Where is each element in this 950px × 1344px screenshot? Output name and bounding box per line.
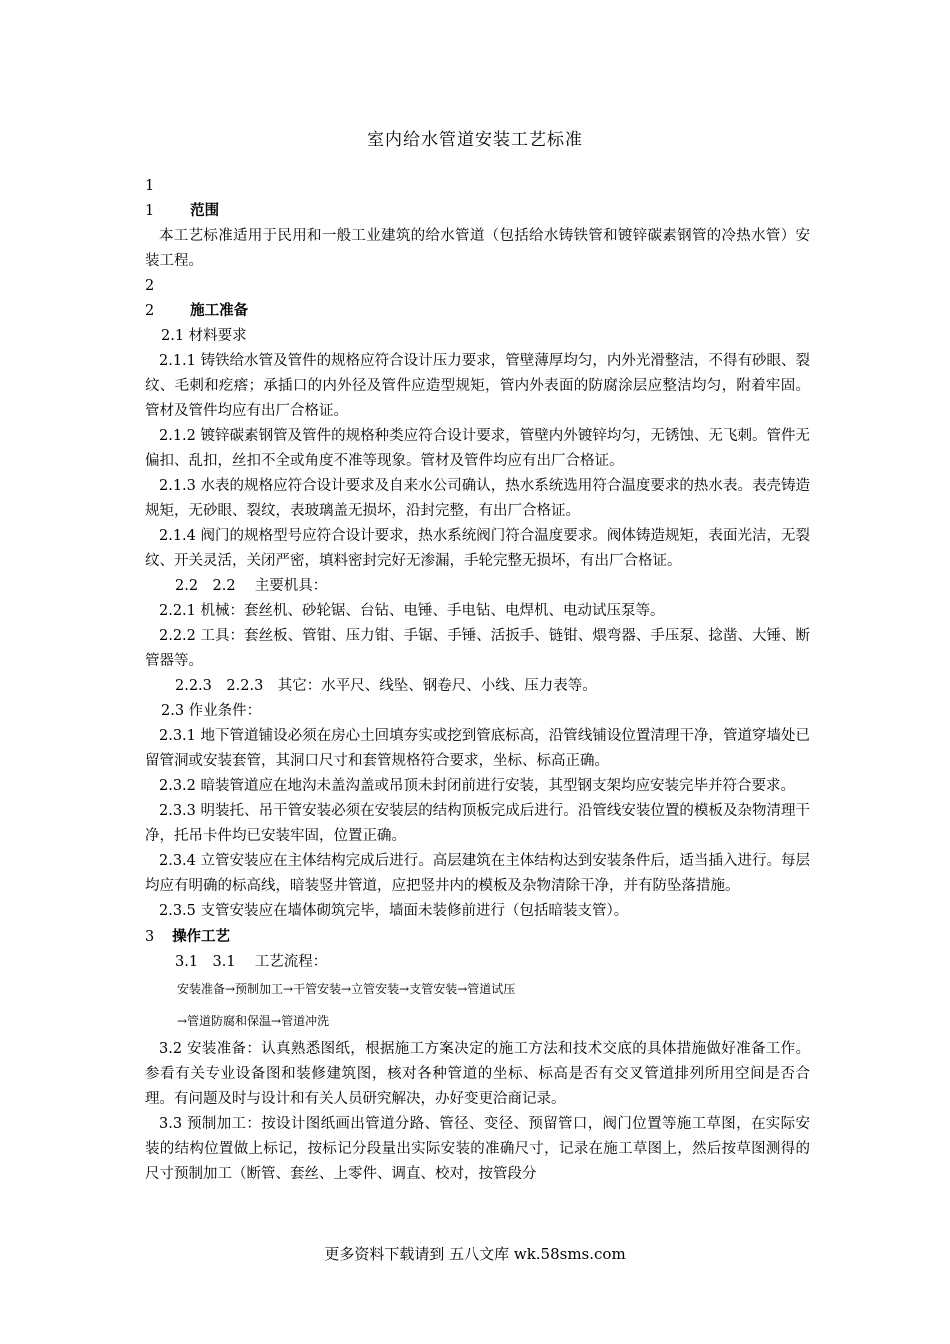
paragraph: 2.1.2 镀锌碳素钢管及管件的规格种类应符合设计要求，管壁内外镀锌均匀，无锈蚀、无飞刺。管件无偏扣、乱扣，丝扣不全或角度不准等现象。管材及管件均应有出厂合格证。 bbox=[145, 428, 810, 469]
paragraph: 2.3.3 明装托、吊干管安装必须在安装层的结构顶板完成后进行。沿管线安装位置的模板及杂物清理干净，托吊卡件均已安装牢固，位置正确。 bbox=[145, 803, 810, 844]
document-body bbox=[145, 174, 810, 1187]
process-flow-line: →管道防腐和保温→管道冲洗 bbox=[177, 1014, 330, 1028]
section-number: 3 bbox=[145, 929, 155, 945]
paragraph: 2.3.5 支管安装应在墙体砌筑完毕，墙面未装修前进行（包括暗装支管）。 bbox=[159, 903, 629, 919]
subheading: 2.1 材料要求 bbox=[161, 328, 247, 344]
paragraph: 2.2.3 2.2.3 其它：水平尺、线坠、钢卷尺、小线、压力表等。 bbox=[175, 678, 597, 694]
subheading: 2.3 作业条件： bbox=[161, 703, 262, 719]
paragraph: 2.3.2 暗装管道应在地沟未盖沟盖或吊顶未封闭前进行安装，其型钢支架均应安装完毕并符合要求。 bbox=[159, 778, 795, 794]
section-number: 2 2 bbox=[145, 278, 169, 319]
process-flow-line: 安装准备→预制加工→干管安装→立管安装→支管安装→管道试压 bbox=[177, 982, 516, 996]
document-title: 室内给水管道安装工艺标准 bbox=[367, 130, 583, 150]
paragraph: 3.2 安装准备：认真熟悉图纸，根据施工方案决定的施工方法和技术交底的具体措施做好准备工作。参看有关专业设备图和装修建筑图，核对各种管道的坐标、标高是否有交叉管道排列所用空间是否合理。有问题及时与设计和有关人员研究解决，办好变更洽商记录。 bbox=[145, 1041, 810, 1107]
paragraph: 2.1.4 阀门的规格型号应符合设计要求，热水系统阀门符合温度要求。阀体铸造规矩，表面光洁，无裂纹、开关灵活，关闭严密，填料密封完好无渗漏，手轮完整无损坏，有出厂合格证。 bbox=[145, 528, 810, 569]
section-title: 范围 bbox=[190, 202, 220, 219]
section-title: 施工准备 bbox=[190, 302, 249, 319]
section-heading bbox=[145, 924, 810, 950]
section-heading bbox=[145, 274, 810, 324]
subheading: 2.2 2.2 主要机具： bbox=[175, 578, 328, 594]
section-number: 1 1 bbox=[145, 178, 169, 219]
paragraph: 2.3.4 立管安装应在主体结构完成后进行。高层建筑在主体结构达到安装条件后，适当插入进行。每层均应有明确的标高线，暗装竖井管道，应把竖井内的模板及杂物清除干净，并有防坠落措施。 bbox=[145, 853, 810, 894]
paragraph: 2.1.3 水表的规格应符合设计要求及自来水公司确认，热水系统选用符合温度要求的热水表。表壳铸造规矩，无砂眼、裂纹，表玻璃盖无损坏，沿封完整，有出厂合格证。 bbox=[145, 478, 810, 519]
paragraph: 本工艺标准适用于民用和一般工业建筑的给水管道（包括给水铸铁管和镀锌碳素钢管的冷热水管）安装工程。 bbox=[145, 228, 810, 269]
section-heading bbox=[145, 174, 810, 224]
page-footer: 更多资料下载请到 五八文库 wk.58sms.com bbox=[324, 1245, 626, 1263]
paragraph: 2.2.2 工具：套丝板、管钳、压力钳、手锯、手锤、活扳手、链钳、煨弯器、手压泵、捻凿、大锤、断管器等。 bbox=[145, 628, 810, 669]
paragraph: 3.3 预制加工：按设计图纸画出管道分路、管径、变径、预留管口，阀门位置等施工草图，在实际安装的结构位置做上标记，按标记分段量出实际安装的准确尺寸，记录在施工草图上，然后按草图测得的尺寸预制加工（断管、套丝、上零件、调直、校对，按管段分 bbox=[145, 1116, 810, 1182]
paragraph: 2.2.1 机械：套丝机、砂轮锯、台钻、电锤、手电钻、电焊机、电动试压泵等。 bbox=[159, 603, 665, 619]
paragraph: 2.3.1 地下管道铺设必须在房心土回填夯实或挖到管底标高，沿管线铺设位置清理干净，管道穿墙处已留管洞或安装套管，其洞口尺寸和套管规格符合要求，坐标、标高正确。 bbox=[145, 728, 810, 769]
subheading: 3.1 3.1 工艺流程： bbox=[175, 954, 328, 970]
paragraph: 2.1.1 铸铁给水管及管件的规格应符合设计压力要求，管壁薄厚均匀，内外光滑整洁，不得有砂眼、裂纹、毛刺和疙瘩；承插口的内外径及管件应造型规矩，管内外表面的防腐涂层应整洁均匀，附着牢固。管材及管件均应有出厂合格证。 bbox=[145, 353, 810, 419]
section-title: 操作工艺 bbox=[172, 928, 231, 945]
